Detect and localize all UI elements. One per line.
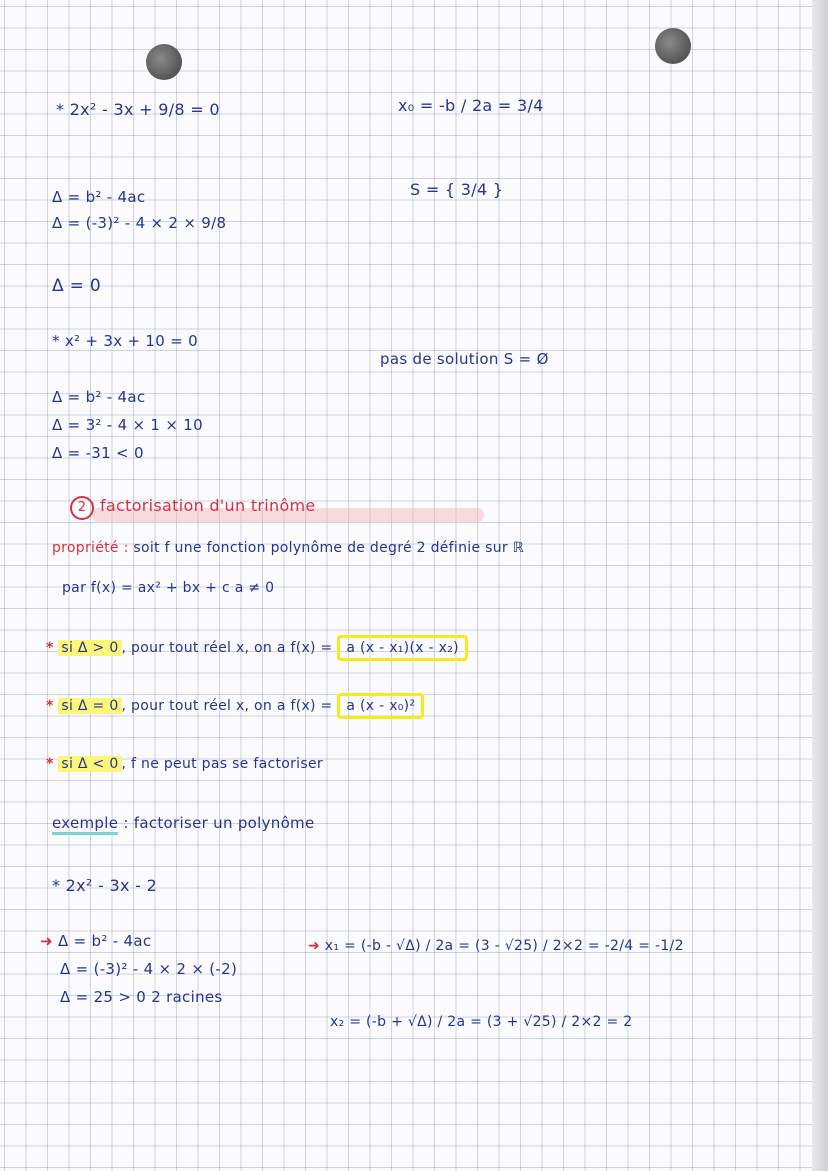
example-delta-result: Δ = 25 > 0 — [60, 988, 147, 1006]
case-zero-text: , pour tout réel x, on a f(x) = — [121, 698, 333, 714]
case-positive — [46, 640, 468, 656]
case-pos-text: , pour tout réel x, on a f(x) = — [121, 640, 333, 656]
case-zero-cond: si Δ = 0 — [58, 698, 121, 714]
eq2-solution: pas de solution S = Ø — [380, 350, 549, 368]
section-number: 2 — [70, 496, 94, 520]
example-delta-formula: Δ = b² - 4ac — [57, 932, 152, 950]
case-neg-cond: si Δ < 0 — [58, 756, 121, 772]
eq1-delta-result: Δ = 0 — [52, 276, 101, 296]
example-delta-formula-row — [40, 932, 151, 950]
property-line — [52, 540, 524, 556]
example-text: : factoriser un polynôme — [123, 814, 315, 832]
example-line — [52, 814, 315, 832]
case-pos-formula: a (x - x₁)(x - x₂) — [337, 635, 468, 661]
example-x2: x₂ = (-b + √Δ) / 2a = (3 + √25) / 2×2 = 2 — [330, 1014, 633, 1030]
arrow-icon: ➜ — [308, 938, 321, 954]
arrow-icon: ➜ — [40, 932, 53, 950]
page-edge — [812, 0, 828, 1171]
property-text: soit f une fonction polynôme de degré 2 définie sur ℝ — [133, 540, 525, 556]
punch-hole-right — [655, 28, 691, 64]
star-icon: * — [46, 698, 54, 714]
example-roots-note: 2 racines — [151, 988, 223, 1006]
eq2-delta-formula: Δ = b² - 4ac — [52, 388, 146, 406]
section-title-text: factorisation d'un trinôme — [100, 496, 316, 515]
example-x1: x₁ = (-b - √Δ) / 2a = (3 - √25) / 2×2 = -2/4 = -1/2 — [324, 938, 684, 954]
case-neg-text: , f ne peut pas se factoriser — [121, 756, 323, 772]
eq1-delta-calc: Δ = (-3)² - 4 × 2 × 9/8 — [52, 214, 227, 232]
property-label: propriété : — [52, 540, 129, 556]
section-title — [70, 496, 316, 520]
star-icon: * — [46, 640, 54, 656]
eq1-delta-formula: Δ = b² - 4ac — [52, 188, 146, 206]
example-label: exemple — [52, 814, 118, 835]
eq1-equation: * 2x² - 3x + 9/8 = 0 — [56, 100, 220, 119]
case-zero — [46, 698, 424, 714]
property-def: par f(x) = ax² + bx + c a ≠ 0 — [62, 580, 275, 596]
eq1-solution: S = { 3/4 } — [410, 180, 504, 199]
case-negative — [46, 756, 323, 772]
case-pos-cond: si Δ > 0 — [58, 640, 121, 656]
eq2-delta-calc: Δ = 3² - 4 × 1 × 10 — [52, 416, 203, 434]
example-delta-result-row — [60, 988, 223, 1006]
example-equation: * 2x² - 3x - 2 — [52, 876, 158, 895]
example-x1-row — [308, 938, 684, 954]
example-delta-calc: Δ = (-3)² - 4 × 2 × (-2) — [60, 960, 238, 978]
eq1-x0: x₀ = -b / 2a = 3/4 — [398, 96, 544, 115]
star-icon: * — [46, 756, 54, 772]
punch-hole-left — [146, 44, 182, 80]
eq2-delta-result: Δ = -31 < 0 — [52, 444, 144, 462]
case-zero-formula: a (x - x₀)² — [337, 693, 424, 719]
eq2-equation: * x² + 3x + 10 = 0 — [52, 332, 198, 350]
